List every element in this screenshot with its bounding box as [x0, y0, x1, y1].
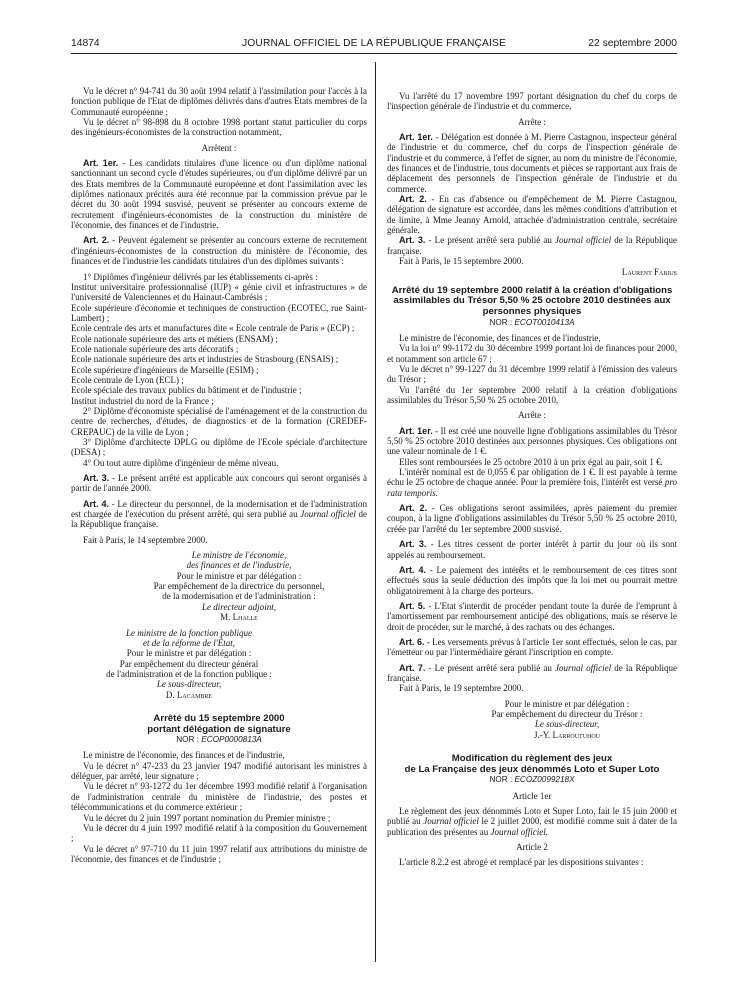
article-2: Art. 2. - En cas d'absence ou d'empêchement de M. Pierre Castagnou, délégation de signature est accordée, dans les mêmes conditions d'attribution et de limite, à Mme Jeanny Arnold, attachée d'administration centrale, secrétaire générale. — [387, 194, 677, 236]
issue-date: 22 septembre 2000 — [588, 38, 677, 49]
list-item: Ecole spéciale des travaux publics du bâtiment et de l'industrie ; — [71, 385, 302, 396]
article-label: Art. 6. — [399, 636, 425, 647]
article-label: Art. 4. — [83, 498, 109, 509]
article-label: Art. 3. — [399, 539, 427, 550]
paragraph: Vu l'arrêté du 17 novembre 1997 portant désignation du chef du corps de l'inspection générale de l'industrie et du commerce, — [387, 91, 677, 112]
page-header — [71, 39, 677, 53]
paragraph: L'intérêt nominal est de 0,055 € par obligation de 1 €. Il est payable à terme échu le 25 octobre de chaque année. Pour la première fois, l'intérêt est versé pro rata temporis. — [387, 467, 677, 498]
signatory-name: J.-Y. Larroutuhou — [533, 729, 601, 740]
right-column — [387, 91, 677, 868]
arrete-heading: Arrête : — [518, 410, 546, 421]
signature-block-1: Le ministre de l'économie, des finances et de l'industrie, Pour le ministre et par délégation : Par empêchement de la directrice du personnel, de la modernisation et de l'administration : Le directeur adjoint, M. Lhalle — [71, 550, 367, 622]
article-2: Art. 2. - Peuvent également se présenter au concours externe de recrutement d'ingénieurs-économistes de la construction du ministère de l'économie, des finances et de l'industrie les candidats titulaires d'un des diplômes suivants : — [71, 235, 367, 267]
article-7: Art. 7. - Le présent arrêté sera publié au Journal officiel de la République française. — [387, 662, 678, 683]
article-1: Art. 1er. - Il est créé une nouvelle ligne d'obligations assimilables du Trésor 5,50 % 25 octobre 2010 destinées aux personnes physiques. Ces obligations ont une valeur nominale de 1 €. — [387, 425, 677, 457]
list-item: Ecole nationale supérieure des arts et industries de Strasbourg (ENSAIS) ; — [71, 354, 339, 365]
paragraph: Le règlement des jeux dénommés Loto et Super Loto, fait le 15 juin 2000 et publié au Journal officiel le 2 juillet 2000, est modifié comme suit à dater de la publication des présentes au Journal officiel. — [387, 805, 677, 837]
journal-title: JOURNAL OFFICIEL DE LA RÉPUBLIQUE FRANÇAISE — [242, 38, 506, 49]
paragraph: Vu le décret n° 98-898 du 8 octobre 1998 portant statut particulier du corps des ingénieurs-économistes de la construction notamment, — [71, 117, 367, 138]
arrete-heading: Arrête : — [518, 116, 546, 127]
signatory-name: Laurent Fabius — [621, 266, 677, 277]
decree-title: Arrêté du 19 septembre 2000 relatif à la création d'obligations assimilables du Trésor 5,50 % 25 octobre 2010 destinées aux personnes physiques — [391, 284, 673, 318]
article-4: Art. 4. - Le paiement des intérêts et le remboursement de ces titres sont effectués sous la seule déduction des impôts que la loi met ou pourrait mettre obligatoirement à la charge des porteurs. — [387, 564, 677, 596]
signatory-name: M. Lhalle — [220, 612, 258, 623]
article-3: Art. 3. - Le présent arrêté est applicable aux concours qui seront organisés à partir de l'année 2000. — [71, 473, 367, 494]
nor-reference: NOR : ECOZ0099218X — [489, 775, 575, 785]
list-item: Ecole supérieure d'ingénieurs de Marseille (ESIM) ; — [71, 364, 259, 375]
article-4: Art. 4. - Le directeur du personnel, de la modernisation et de l'administration est chargée de l'exécution du présent arrêté, qui sera publié au Journal officiel de la République française. — [71, 498, 367, 530]
paragraph: Vu le décret n° 99-1227 du 31 décembre 1999 relatif à l'émission des valeurs du Trésor ; — [387, 364, 677, 385]
header-rule — [71, 53, 677, 54]
list-item: 4° Ou tout autre diplôme d'ingénieur de même niveau. — [83, 457, 279, 468]
article-3: Art. 3. - Les titres cessent de porter intérêt à partir du jour où ils sont appelés au remboursement. — [387, 539, 678, 560]
article-5: Art. 5. - L'Etat s'interdit de procéder pendant toute la durée de l'emprunt à l'amortissement par remboursement anticipé des obligations, mais se réserve le droit de procéder, sur le marché, à des rachats ou des échanges. — [387, 600, 677, 632]
paragraph: Vu le décret du 2 juin 1997 portant nomination du Premier ministre ; — [83, 812, 331, 823]
signature-block-3: Pour le ministre et par délégation : Par empêchement du directeur du Trésor : Le sous-directeur, J.-Y. Larroutuhou — [387, 699, 677, 740]
article-1: Art. 1er. - Délégation est donnée à M. Pierre Castagnou, inspecteur général de l'industrie et du commerce, chef du corps de l'inspection générale de l'industrie et du commerce, à l'effet de signer, au nom du ministre de l'économie, des finances et de l'industrie, tous documents et pièces se rapportant aux frais de déplacement des personnels de l'inspection générale de l'industrie et du commerce. — [387, 132, 677, 194]
paragraph: Elles sont remboursées le 25 octobre 2010 à un prix égal au pair, soit 1 €. — [399, 456, 663, 467]
nor-reference: NOR : ECOT0010413A — [489, 317, 575, 327]
article-label: Art. 2. — [399, 503, 428, 514]
column-divider — [375, 62, 376, 962]
paragraph: Le ministre de l'économie, des finances et de l'industrie, — [399, 332, 601, 343]
article-3: Art. 3. - Le présent arrêté sera publié au Journal officiel de la République française. — [387, 235, 678, 256]
paragraph: Vu le décret du 4 juin 1997 modifié relatif à la composition du Gouvernement ; — [71, 822, 367, 844]
article-label: Art. 7. — [399, 662, 426, 673]
list-item: Institut universitaire professionnalisé (IUP) « génie civil et infrastructures » de l'université de Valenciennes et du Hainaut-Cambrésis ; — [71, 281, 367, 303]
article-label: Art. 1er. — [83, 158, 119, 169]
article-label: Art. 1er. — [399, 425, 433, 436]
signature-block-2: Le ministre de la fonction publique et de la réforme de l'État, Pour le ministre et par délégation : Par empêchement du directeur général de l'administration et de la fonction publique : Le sous-directeur, D. Lacambre — [71, 628, 367, 700]
list-item: 2° Diplôme d'économiste spécialisé de l'aménagement et de la construction du centre de recherches, d'études, de diagnostics et de la formation (CREDEF-CREPAUC) de la ville de Lyon ; — [71, 405, 367, 437]
list-item: Institut industriel du nord de la France ; — [71, 395, 214, 406]
signatory-name: D. Lacambre — [165, 689, 213, 700]
decree-title: Arrêté du 15 septembre 2000 portant délégation de signature — [147, 712, 291, 735]
article-2: Art. 2. - Ces obligations seront assimilées, après paiement du premier coupon, à la ligne d'obligations assimilables du Trésor 5,50 % 25 octobre 2010, créée par l'arrêté du 1er septembre 2000 susvisé. — [387, 503, 677, 534]
article-heading: Article 1er — [512, 790, 552, 801]
article-6: Art. 6. - Les versements prévus à l'article 1er sont effectués, selon le cas, par l'émetteur ou par l'intermédiaire gérant l'inscription en compte. — [387, 636, 678, 658]
paragraph: Vu le décret n° 97-710 du 11 juin 1997 relatif aux attributions du ministre de l'économie, des finances et de l'industrie ; — [71, 843, 367, 864]
list-item: Ecole supérieure d'économie et techniques de construction (ECOTEC, rue Saint-Lambert) ; — [71, 302, 367, 323]
paragraph: Vu la loi n° 99-1172 du 30 décembre 1999 portant loi de finances pour 2000, et notamment son article 67 ; — [387, 343, 677, 364]
article-label: Art. 4. — [399, 564, 427, 575]
paragraph: Le ministre de l'économie, des finances et de l'industrie, — [83, 750, 285, 761]
paragraph: L'article 8.2.2 est abrogé et remplacé par les dispositions suivantes : — [399, 857, 644, 868]
article-label: Art. 3. — [399, 235, 426, 246]
list-item: 3° Diplôme d'architecte DPLG ou diplôme de l'Ecole spéciale d'architecture (DESA) ; — [71, 437, 367, 458]
paragraph: Vu l'arrêté du 1er septembre 2000 relatif à la création d'obligations assimilables du Trésor 5,50 % 25 octobre 2010, — [387, 384, 677, 406]
article-label: Art. 2. — [399, 194, 427, 205]
signed-at: Fait à Paris, le 15 septembre 2000. — [399, 256, 524, 267]
school-list — [71, 282, 367, 406]
decree-title: Modification du règlement des jeux de La Française des jeux dénommés Loto et Super Loto — [404, 753, 660, 775]
list-item: 1° Diplômes d'ingénieur délivrés par les établissements ci-après : — [83, 271, 318, 282]
list-item: Ecole nationale supérieure des arts décoratifs ; — [71, 343, 239, 354]
arrete-heading: Arrêtent : — [201, 142, 237, 153]
signed-at: Fait à Paris, le 14 septembre 2000. — [83, 534, 208, 545]
list-item: Ecole centrale de Lyon (ECL) ; — [71, 374, 184, 385]
article-heading: Article 2 — [516, 841, 548, 852]
list-item: Ecole centrale des arts et manufactures dite « Ecole centrale de Paris » (ECP) ; — [71, 323, 355, 334]
article-label: Art. 5. — [399, 600, 426, 611]
nor-reference: NOR : ECOP0000813A — [176, 735, 262, 745]
article-label: Art. 3. — [83, 473, 110, 484]
paragraph: Vu le décret n° 94-741 du 30 août 1994 relatif à l'assimilation pour l'accès à la fonction publique de l'Etat de diplômes délivrés dans d'autres Etats membres de la Communauté européenne ; — [71, 86, 367, 117]
paragraph: Vu le décret n° 93-1272 du 1er décembre 1993 modifié relatif à l'organisation de l'administration centrale du ministère de l'industrie, des postes et télécommunications et du commerce extérieur ; — [71, 781, 367, 813]
article-label: Art. 1er. — [399, 132, 433, 143]
signed-at: Fait à Paris, le 19 septembre 2000. — [399, 683, 524, 694]
article-label: Art. 2. — [83, 235, 110, 246]
list-item: Ecole nationale supérieure des arts et métiers (ENSAM) ; — [71, 333, 278, 344]
article-1: Art. 1er. - Les candidats titulaires d'une licence ou d'un diplôme national sanctionnant un second cycle d'études supérieures, ou d'un diplôme délivré par un des Etats membres de la Communauté européenne et dont l'assimilation avec les diplômes nationaux précités aura été reconnue par la commission prévue par le décret du 30 août 1994 susvisé, peuvent se présenter au concours externe de recrutement d'ingénieurs-économistes de la construction du ministère de l'économie, des finances et de l'industrie. — [71, 158, 367, 231]
page-number: 14874 — [71, 38, 100, 49]
paragraph: Vu le décret n° 47-233 du 23 janvier 1947 modifié autorisant les ministres à déléguer, par arrêté, leur signature ; — [71, 760, 367, 782]
left-column — [71, 86, 367, 864]
